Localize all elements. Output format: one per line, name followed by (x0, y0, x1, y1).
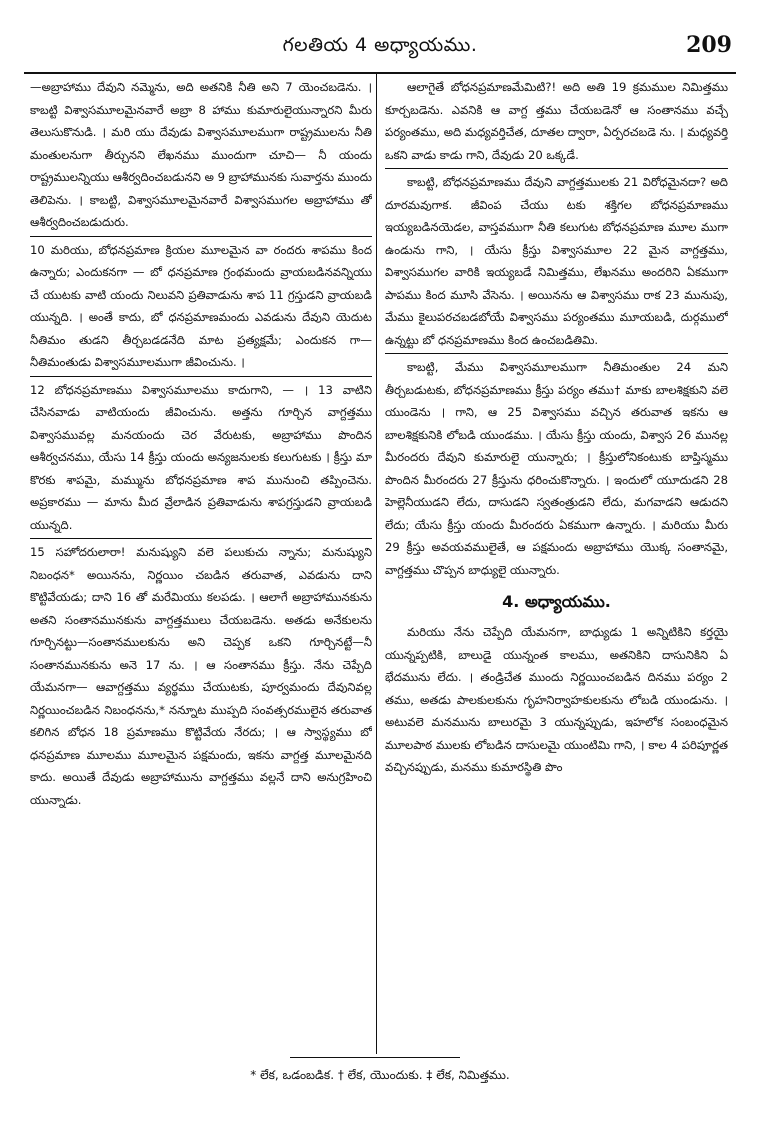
section-rule (385, 353, 728, 354)
footnotes: * లేక, ఒడంబడిక. † లేక, యొందుకు. ‡ లేక, నిమిత్తము. (250, 1068, 510, 1082)
left-paragraph-3: 12 బోధనప్రమాణము విశ్వాసమూలము కాదుగాని, — । 13 వాటిని చేసినవాడు వాటియందు జీవించును. అత్తను గూర్చిన వాగ్దత్తము విశ్వాసమువల్ల మనయందు చెర వేరుటకు, అబ్రాహాము పొందిన ఆశీర్వచనము, యేసు 14 క్రీస్తు యందు అన్యజనులకు కలుగుటకు । క్రీస్తు మా కొరకు శాపమై, మమ్మును బోధనప్రమాణ శాప మునుంచి తప్పించెను. అప్రకారము — మాను మీద వ్రేలాడిన ప్రతివాడును శాపగ్రస్తుడని వ్రాయబడి యున్నది. (30, 382, 372, 532)
left-paragraph-4: 15 సహోదరులారా! మనుష్యుని వలె పలుకుచు న్నాను; మనుష్యుని నిబంధన* అయినను, నిర్ణయిం చబడిన తరువాత, ఎవడును దాని కొట్టివేయడు; దాని 16 తో మరేమియు కలపడు. । ఆలాగే అబ్రాహామునకును అతని సంతానమునకును వాగ్దత్తములు చేయబడెను. అతడు అనేకులను గూర్చినట్టు—సంతానములకును అని చెప్పక ఒకని గూర్చినట్టే—నీ సంతానమునకును అనె 17 ను. । ఆ సంతానము క్రీస్తు. నేను చెప్పేది యేమనగా— ఆవాగ్దత్తము వ్యర్థము చేయుటకు, పూర్వమందు దేవునివల్ల నిర్ణయించబడిన నిబంధనను,* నన్నూట ముప్పది సంవత్సరములైన తరువాత కలిగిన బోధన 18 ప్రమాణము కొట్టివేయ నేరదు; । ఆ స్వాస్థ్యము బో ధనప్రమాణ మూలము మూలమైన పక్షమందు, ఇకను వాగ్దత్త మూలమైనది కాదు. అయితే దేవుడు అబ్రాహామును వాగ్దత్తము వల్లనే దాని అనుగ్రహించి యున్నాడు. (30, 545, 372, 807)
left-paragraph-1: —అబ్రాహాము దేవుని నమ్మెను, అది అతనికి నీతి అని 7 యెంచబడెను. । కాబట్టి విశ్వాసమూలమైనవారే అబ్రా 8 హాము కుమారులైయున్నారని మీరు తెలుసుకొనుడి. । మరి యు దేవుడు విశ్వాసమూలముగా రాష్ట్రములను నీతి మంతులనుగా తీర్చునని లేఖనము ముందుగా చూచి— నీ యందు రాష్ట్రములన్నియు ఆశీర్వదించబడునని అ 9 బ్రాహామునకు సువార్తను ముందు తెలిపెను. । కాబట్టి, విశ్వాసమూలమైనవారే విశ్వాసముగల అబ్రాహాము తో ఆశీర్వదించబడుదురు. (30, 80, 372, 229)
section-rule (385, 168, 728, 169)
footnote-rule (290, 1057, 460, 1058)
chapter-heading: 4. అధ్యాయము. (502, 592, 611, 611)
header-rule (24, 72, 736, 74)
right-paragraph-1: ఆలాగైతే బోధనప్రమాణమేమిటి?! అది అతి 19 క్రమముల నిమిత్తము కూర్చబడెను. ఎవనికి ఆ వాగ్ద త్తము చేయబడెనో ఆ సంతానము వచ్చే పర్యంతము, అది మధ్యవర్తిచేత, దూతల ద్వారా, ఏర్పరచబడె ను. । మధ్యవర్తి ఒకని వాడు కాడు గాని, దేవుడు 20 ఒక్కడే. (385, 80, 728, 162)
section-rule (30, 236, 372, 237)
left-paragraph-2: 10 మరియు, బోధనప్రమాణ క్రియల మూలమైన వా రందరు శాపము కింద ఉన్నారు; ఎందుకనగా — బో ధనప్రమాణ గ్రంథమందు వ్రాయబడినవన్నియు చే యుటకు వాటి యందు నిలువని ప్రతివాడును శాప 11 గ్రస్తుడని వ్రాయబడి యున్నది. । అంతే కాదు, బో ధనప్రమాణమందు ఎవడును దేవుని యెదుట నీతిమం తుడని తీర్చబడడనేది మాట ప్రత్యక్షమే; ఎందుకన గా—నీతిమంతుడు విశ్వాసమూలముగా జీవించును. । (30, 242, 372, 369)
right-paragraph-3: కాబట్టి, మేము విశ్వాసమూలముగా నీతిమంతుల 24 మని తీర్చబడుటకు, బోధనప్రమాణము క్రీస్తు పర్యం తము† మాకు బాలశిక్షకుని వలె యుండెను । గాని, ఆ 25 విశ్వాసము వచ్చిన తరువాత ఇకను ఆ బాలశిక్షకునికి లోబడి యుండము. । యేసు క్రీస్తు యందు, విశ్వాస 26 మునల్ల మీరందరు దేవుని కుమారులై యున్నారు; । క్రీస్తులోనికంటుకు బాప్తిస్మము పొందిన మీరందరు 27 క్రీస్తును ధరించుకొన్నారు. । ఇందులో యూదుడని 28 హెల్లెనీయుడని లేదు, దాసుడని స్వతంత్రుడని లేదు, మగవాడని ఆడుదని లేదు; యేసు క్రీస్తు యందు మీరందరు ఏకముగా ఉన్నారు. । మరియు మీరు 29 క్రీస్తు అవయవములైతే, ఆ పక్షమందు అబ్రాహాము యొక్క సంతానమై, వాగ్దత్తము చొప్పన బాధ్యులై యున్నారు. (385, 360, 728, 577)
right-column (385, 76, 728, 1040)
running-title: గలతియ 4 అధ్యాయము. (282, 34, 478, 56)
right-paragraph-2: కాబట్టి, బోధనప్రమాణము దేవుని వాగ్దత్తములకు 21 విరోధమైనదా? అది దూరమవుగాక. జీవింప చేయు టకు శక్తిగల బోధనప్రమాణము ఇయ్యబడినయెడల, వాస్తవముగా నీతి కలుగుట బోధనప్రమాణ మూల ముగా ఉండును గాని, । యేసు క్రీస్తు విశ్వాసమూల 22 మైన వాగ్దత్తము, విశ్వాసముగల వారికి ఇయ్యబడే నిమిత్తము, లేఖనము అందరిని ఏకముగా పాపము కింద మూసి వేసెను. । అయినను ఆ విశ్వాసము రాక 23 మునుపు, మేము కైలుపరచబడబోయే విశ్వాసము పర్యంతము మూయబడి, దుర్గములో ఉన్నట్టు బో ధనప్రమాణము కింద ఉంచబడితిమి. (385, 175, 728, 347)
column-divider (376, 74, 377, 1054)
section-rule (30, 538, 372, 539)
chapter-paragraph: మరియు నేను చెప్పేది యేమనగా, బాధ్యుడు 1 అన్నిటికిని కర్తయై యున్నప్పటికి, బాలుడై యున్నంత కాలము, అతనికిని దాసునికిని ఏ భేదమును లేదు. । తండ్రిచేత ముందు నిర్ణయించబడిన దినము పర్యం 2 తము, అతడు పాలకులకును గృహనిర్వాహకులకును లోబడి యుండును. । అటువలె మనమును బాలురమై 3 యున్నప్పుడు, ఇహలోక సంబంధమైన మూలపాఠ ములకు లోబడిన దాసులమై యుంటిమి గాని, । కాల 4 పరిపూర్ణత వచ్చినప్పుడు, మనము కుమారస్థితి పొం (385, 625, 728, 774)
section-rule (30, 376, 372, 377)
page-header (24, 0, 736, 68)
left-column (30, 76, 372, 1040)
page-number: 209 (686, 32, 732, 58)
